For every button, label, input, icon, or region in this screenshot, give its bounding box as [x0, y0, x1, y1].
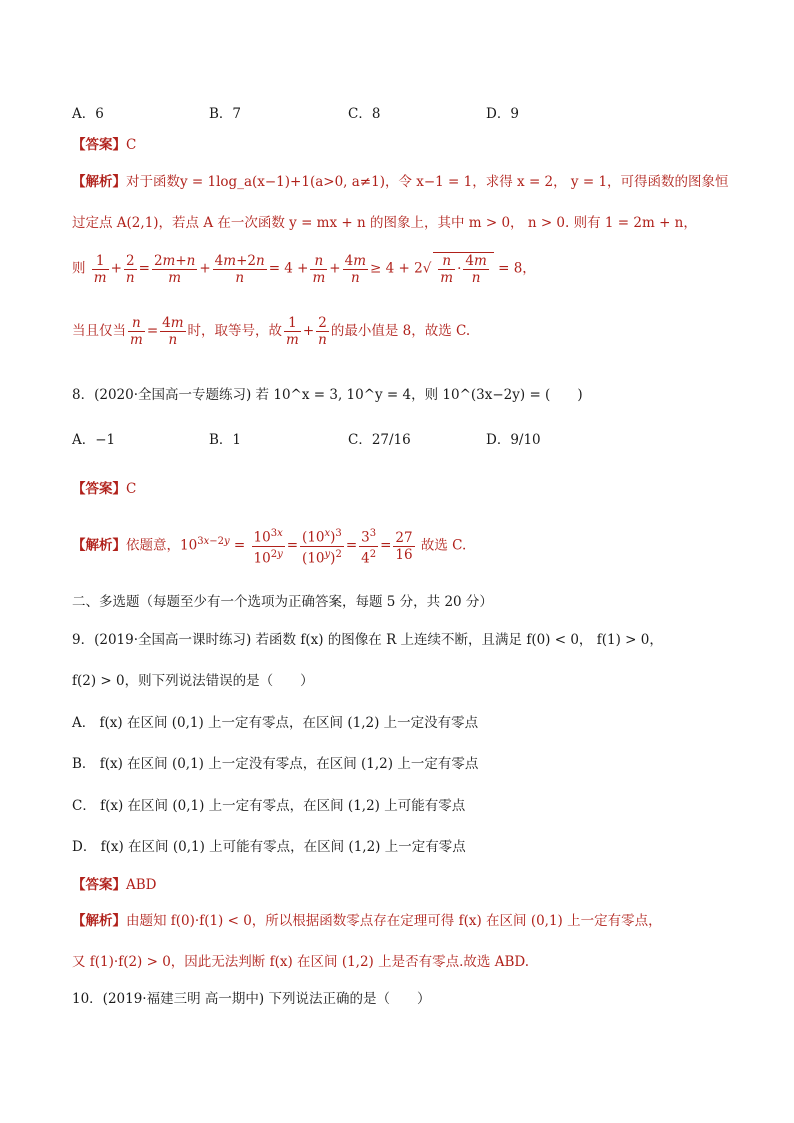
q9-stem-line-2: f(2) > 0，则下列说法错误的是（ ）	[72, 673, 314, 689]
formula-fraction: $\frac{2m+n}{m}$	[153, 252, 196, 286]
analysis-eq-end: = 8，	[498, 260, 536, 277]
formula-fraction: $\frac{10^{3x}}{10^{2y}}$	[253, 528, 283, 566]
analysis-tag: 【解析】	[72, 174, 126, 190]
q8-answer	[72, 477, 136, 497]
analysis-text: 由题知 f(0)·f(1) < 0，所以根据函数零点存在定理可得 f(x) 在区间 (0,1) 上一定有零点，	[126, 913, 662, 929]
formula-fraction: $\frac{2}{n}$	[125, 252, 135, 286]
q9-stem-line-1: 9．(2019·全国高一课时练习) 若函数 f(x) 的图像在 R 上连续不断，且满足 f(0) < 0， f(1) > 0，	[72, 632, 663, 648]
answer-tag: 【答案】	[72, 877, 126, 893]
q7-analysis-line-1	[72, 170, 729, 190]
q9-option-c: C． f(x) 在区间 (0,1) 上一定有零点，在区间 (1,2) 上可能有零点	[72, 798, 466, 814]
section-heading: 二、多选题（每题至少有一个选项为正确答案，每题 5 分，共 20 分）	[72, 594, 493, 610]
q8-stem: 8．(2020·全国高一专题练习) 若 10^x = 3, 10^y = 4，则 10^(3x−2y) = ( )	[72, 387, 583, 403]
q7-option-d: D．9	[486, 106, 519, 122]
q9-answer	[72, 873, 157, 893]
answer-value: ABD	[126, 877, 157, 893]
q7-analysis-line-3: 则 $\frac{1}{m}$ + $\frac{2}{n}$ = $\frac{2m+n}{m}$ + $\frac{4m+2n}{n}$ = 4 + $\frac{n}{m}$ + $\frac{4m}{n}$ ≥ 4 + 2√ $\frac{n}{m}$ · $\frac{4m}{n}$ = 8，	[72, 252, 536, 286]
analysis-tag: 【解析】	[72, 537, 126, 554]
analysis-tag: 【解析】	[72, 913, 126, 929]
q9-option-a: A． f(x) 在区间 (0,1) 上一定有零点，在区间 (1,2) 上一定没有零点	[72, 715, 479, 731]
formula-fraction: $\frac{27}{16}$	[395, 529, 413, 563]
q7-analysis-line-4: 当且仅当 $\frac{n}{m}$ = $\frac{4m}{n}$ 时，取等号，故 $\frac{1}{m}$ + $\frac{2}{n}$ 的最小值是 8，故选 C.	[72, 315, 471, 348]
answer-value: C	[126, 481, 137, 497]
q8-analysis: 【解析】依题意，$10^{3x-2y}$ = $\frac{10^{3x}}{10^{2y}}$ = $\frac{(10^x)^3}{(10^y)^2}$ = $\frac{3^3}{4^2}$ = $\frac{27}{16}$ 故选 C.	[72, 528, 467, 566]
q9-analysis-line-1	[72, 909, 662, 929]
q7-answer	[72, 133, 136, 153]
formula-fraction: $\frac{n}{m}$	[312, 252, 326, 286]
formula-fraction: $\frac{3^3}{4^2}$	[361, 528, 377, 566]
formula-sqrt: $\frac{n}{m}$ · $\frac{4m}{n}$	[433, 252, 494, 286]
q8-option-d: D．9/10	[486, 432, 541, 448]
answer-tag: 【答案】	[72, 481, 126, 497]
formula-fraction: $\frac{2}{n}$	[318, 315, 327, 348]
analysis-suffix: 故选 C.	[420, 537, 467, 554]
answer-value: C	[126, 137, 137, 153]
q10-stem: 10．(2019·福建三明 高一期中) 下列说法正确的是（ ）	[72, 991, 431, 1007]
formula-fraction: $\frac{1}{m}$	[286, 315, 299, 348]
analysis-text-a: 当且仅当	[72, 323, 126, 339]
formula-fraction: $\frac{4m}{n}$	[162, 315, 184, 348]
q9-option-d: D． f(x) 在区间 (0,1) 上可能有零点，在区间 (1,2) 上一定有零点	[72, 839, 466, 855]
q8-option-c: C．27/16	[348, 432, 411, 448]
q9-option-b: B． f(x) 在区间 (0,1) 上一定没有零点，在区间 (1,2) 上一定有零点	[72, 756, 479, 772]
analysis-text: 对于函数y = 1log_a(x−1)+1(a>0, a≠1)，令 x−1 = 1，求得 x = 2， y = 1，可得函数的图象恒	[126, 174, 729, 190]
formula-fraction: $\frac{1}{m}$	[93, 252, 107, 286]
analysis-prefix: 则	[72, 260, 86, 277]
formula-fraction: $\frac{(10^x)^3}{(10^y)^2}$	[302, 528, 342, 566]
q9-analysis-line-2: 又 f(1)·f(2) > 0，因此无法判断 f(x) 在区间 (1,2) 上是否有零点.故选 ABD.	[72, 954, 530, 970]
q7-option-c: C．8	[348, 106, 381, 122]
q7-option-b: B．7	[209, 106, 242, 122]
formula-fraction: $\frac{4m}{n}$	[344, 252, 367, 286]
analysis-text-b: 时，取等号，故	[187, 323, 283, 339]
analysis-text-c: 的最小值是 8，故选 C.	[330, 323, 471, 339]
formula-fraction: $\frac{n}{m}$	[130, 315, 143, 348]
q8-option-b: B．1	[209, 432, 242, 448]
answer-tag: 【答案】	[72, 137, 126, 153]
q7-analysis-line-2: 过定点 A(2,1)，若点 A 在一次函数 y = mx + n 的图象上，其中 m > 0， n > 0. 则有 1 = 2m + n，	[72, 215, 697, 231]
analysis-prefix: 依题意，	[126, 537, 180, 554]
q8-option-a: A．−1	[72, 432, 116, 448]
formula-fraction: $\frac{4m+2n}{n}$	[214, 252, 265, 286]
q7-option-a: A．6	[72, 106, 104, 122]
